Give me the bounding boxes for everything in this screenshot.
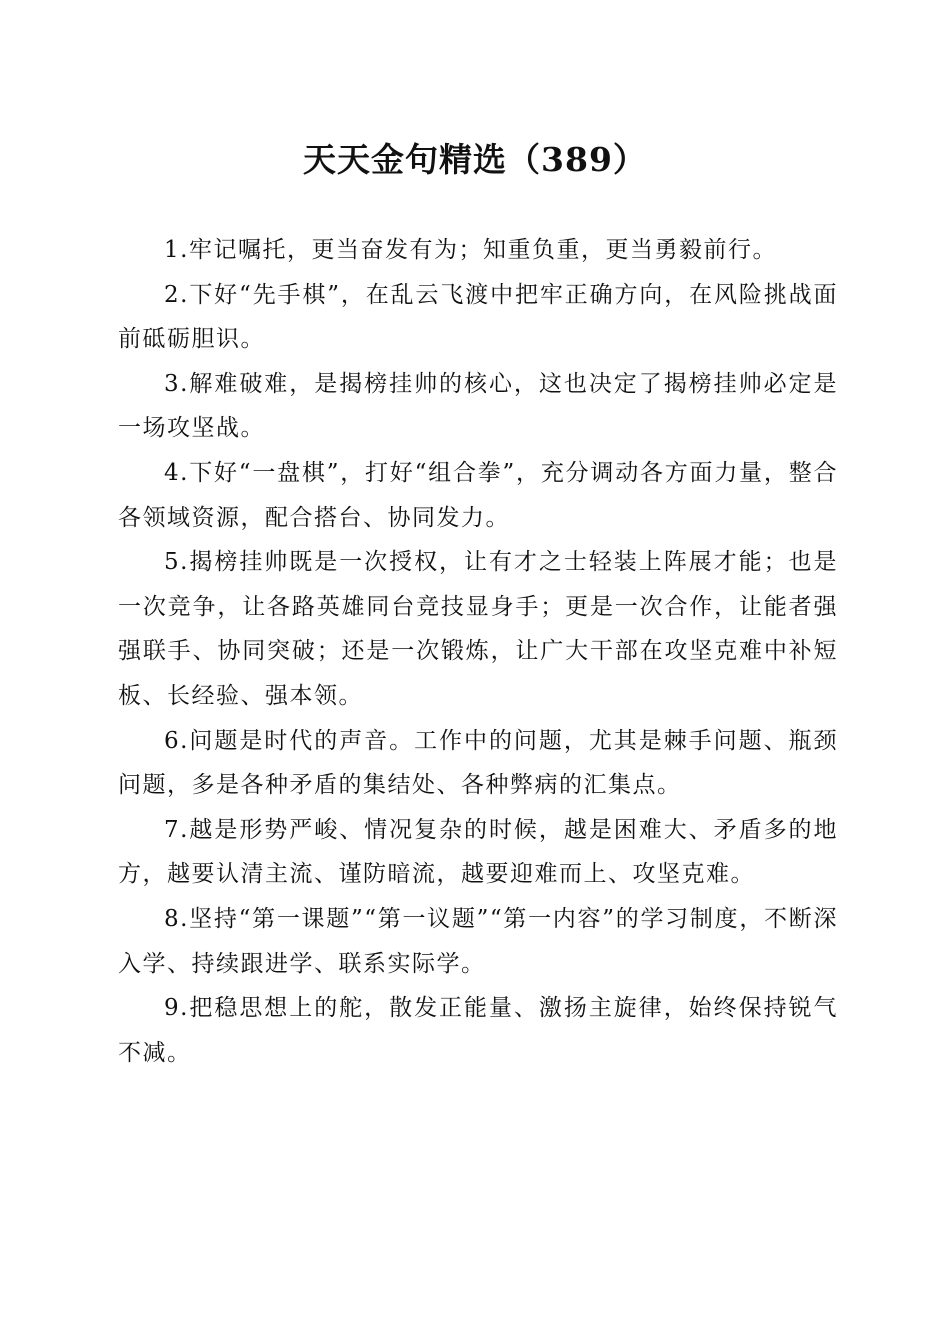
paragraph-9: 9.把稳思想上的舵，散发正能量、激扬主旋律，始终保持锐气不减。 [118,995,838,1066]
paragraph-6: 6.问题是时代的声音。工作中的问题，尤其是棘手问题、瓶颈问题，多是各种矛盾的集结处、各种弊病的汇集点。 [118,727,838,799]
paragraph-4: 4.下好“一盘棋”，打好“组合拳”，充分调动各方面力量，整合各领域资源，配合搭台、协同发力。 [118,459,838,531]
paragraph-8: 8.坚持“第一课题”“第一议题”“第一内容”的学习制度，不断深入学、持续跟进学、联系实际学。 [118,905,838,977]
paragraph-7: 7.越是形势严峻、情况复杂的时候，越是困难大、矛盾多的地方，越要认清主流、谨防暗流，越要迎难而上、攻坚克难。 [118,816,838,888]
paragraph-5: 5.揭榜挂帅既是一次授权，让有才之士轻装上阵展才能；也是一次竞争，让各路英雄同台竞技显身手；更是一次合作，让能者强强联手、协同突破；还是一次锻炼，让广大干部在攻坚克难中补短板、长经验、强本领。 [118,549,838,709]
paragraph-3: 3.解难破难，是揭榜挂帅的核心，这也决定了揭榜挂帅必定是一场攻坚战。 [118,370,838,442]
document-title: 天天金句精选（389） [303,140,647,179]
document-body [118,228,838,1075]
paragraph-2: 2.下好“先手棋”，在乱云飞渡中把牢正确方向，在风险挑战面前砥砺胆识。 [118,281,838,353]
paragraph-1: 1.牢记嘱托，更当奋发有为；知重负重，更当勇毅前行。 [164,237,777,263]
